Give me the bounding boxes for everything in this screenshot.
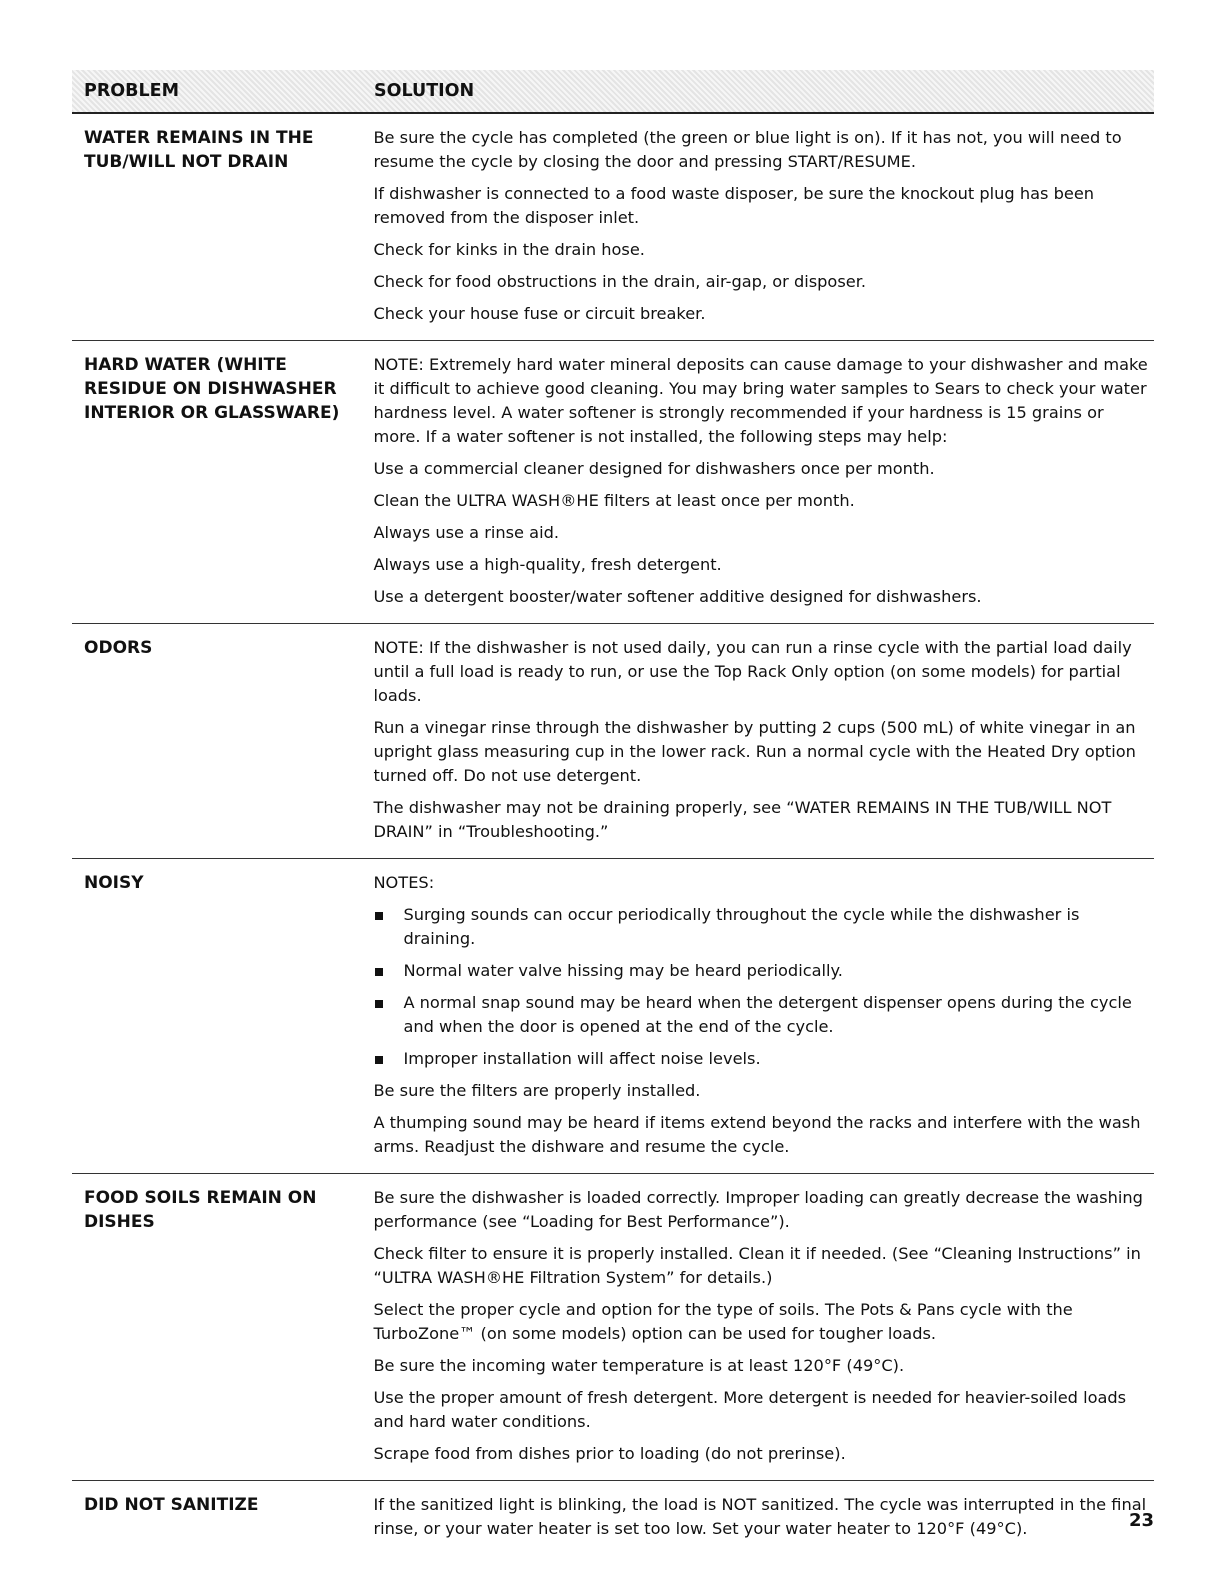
solution-text: Check your house fuse or circuit breaker. bbox=[373, 304, 706, 323]
solution-text: Check for food obstructions in the drain, air-gap, or disposer. bbox=[373, 272, 867, 291]
solution-cell bbox=[373, 1186, 1154, 1466]
problem-cell: DID NOT SANITIZE bbox=[84, 1495, 259, 1515]
solution-cell bbox=[373, 1493, 1154, 1541]
solution-text: If dishwasher is connected to a food waste disposer, be sure the knockout plug has been removed from the disposer inlet. bbox=[373, 184, 1095, 227]
solution-text: Be sure the dishwasher is loaded correctly. Improper loading can greatly decrease the washing performance (see “Loading for Best Performance”). bbox=[373, 1188, 1143, 1231]
table-header bbox=[72, 70, 1154, 114]
solution-text: Check filter to ensure it is properly installed. Clean it if needed. (See “Cleaning Instructions” in “ULTRA WASH®HE Filtration System” for details.) bbox=[373, 1244, 1141, 1287]
solution-cell bbox=[373, 353, 1154, 609]
table-row bbox=[72, 1481, 1154, 1555]
problem-cell: FOOD SOILS REMAIN ON DISHES bbox=[84, 1188, 317, 1232]
page-number: 23 bbox=[1128, 1510, 1154, 1531]
solution-cell bbox=[373, 126, 1154, 326]
solution-text: Be sure the filters are properly installed. bbox=[373, 1081, 701, 1100]
solution-text: Use a commercial cleaner designed for dishwashers once per month. bbox=[373, 459, 935, 478]
solution-text: If the sanitized light is blinking, the load is NOT sanitized. The cycle was interrupted in the final rinse, or your water heater is set too low. Set your water heater to 120°F (49°C). bbox=[373, 1495, 1147, 1538]
notes-list bbox=[373, 903, 1154, 1071]
solution-text: NOTE: If the dishwasher is not used daily, you can run a rinse cycle with the partial load daily until a full load is ready to run, or use the Top Rack Only option (on some models) for partial loads. bbox=[373, 638, 1132, 705]
solution-text: Scrape food from dishes prior to loading (do not prerinse). bbox=[373, 1444, 846, 1463]
list-item: Surging sounds can occur periodically throughout the cycle while the dishwasher is draining. bbox=[373, 903, 1154, 951]
solution-text: The dishwasher may not be draining properly, see “WATER REMAINS IN THE TUB/WILL NOT DRAIN” in “Troubleshooting.” bbox=[373, 798, 1112, 841]
solution-text: Check for kinks in the drain hose. bbox=[373, 240, 645, 259]
problem-cell: WATER REMAINS IN THE TUB/WILL NOT DRAIN bbox=[84, 128, 314, 172]
table-row bbox=[72, 859, 1154, 1174]
solution-column-header: SOLUTION bbox=[374, 81, 475, 101]
solution-cell bbox=[373, 636, 1154, 844]
table-row bbox=[72, 114, 1154, 341]
problem-cell: HARD WATER (WHITE RESIDUE ON DISHWASHER INTERIOR OR GLASSWARE) bbox=[84, 355, 340, 423]
solution-text: Clean the ULTRA WASH®HE filters at least once per month. bbox=[373, 491, 855, 510]
troubleshooting-table bbox=[72, 70, 1154, 1555]
table-row bbox=[72, 341, 1154, 624]
solution-text: Always use a rinse aid. bbox=[373, 523, 559, 542]
table-row bbox=[72, 624, 1154, 859]
list-item: Normal water valve hissing may be heard periodically. bbox=[373, 959, 1154, 983]
list-item: Improper installation will affect noise levels. bbox=[373, 1047, 1154, 1071]
problem-cell: NOISY bbox=[84, 873, 144, 893]
table-row bbox=[72, 1174, 1154, 1481]
problem-cell: ODORS bbox=[84, 638, 153, 658]
solution-text: Use a detergent booster/water softener additive designed for dishwashers. bbox=[373, 587, 982, 606]
problem-column-header: PROBLEM bbox=[84, 81, 180, 101]
solution-text: A thumping sound may be heard if items extend beyond the racks and interfere with the wash arms. Readjust the dishware and resume the cycle. bbox=[373, 1113, 1141, 1156]
solution-text: Be sure the cycle has completed (the green or blue light is on). If it has not, you will need to resume the cycle by closing the door and pressing START/RESUME. bbox=[373, 128, 1122, 171]
solution-cell bbox=[373, 871, 1154, 1159]
solution-text: Be sure the incoming water temperature is at least 120°F (49°C). bbox=[373, 1356, 905, 1375]
solution-text: Always use a high-quality, fresh detergent. bbox=[373, 555, 722, 574]
notes-label: NOTES: bbox=[373, 873, 435, 892]
solution-text: Run a vinegar rinse through the dishwasher by putting 2 cups (500 mL) of white vinegar in an upright glass measuring cup in the lower rack. Run a normal cycle with the Heated Dry option turned off. Do not use detergent. bbox=[373, 718, 1136, 785]
solution-text: Use the proper amount of fresh detergent. More detergent is needed for heavier-soiled loads and hard water conditions. bbox=[373, 1388, 1127, 1431]
solution-text: Select the proper cycle and option for the type of soils. The Pots & Pans cycle with the TurboZone™ (on some models) option can be used for tougher loads. bbox=[373, 1300, 1073, 1343]
solution-text: NOTE: Extremely hard water mineral deposits can cause damage to your dishwasher and make it difficult to achieve good cleaning. You may bring water samples to Sears to check your water hardness level. A water softener is strongly recommended if your hardness is 15 grains or more. If a water softener is not installed, the following steps may help: bbox=[373, 355, 1148, 446]
list-item: A normal snap sound may be heard when the detergent dispenser opens during the cycle and when the door is opened at the end of the cycle. bbox=[373, 991, 1154, 1039]
